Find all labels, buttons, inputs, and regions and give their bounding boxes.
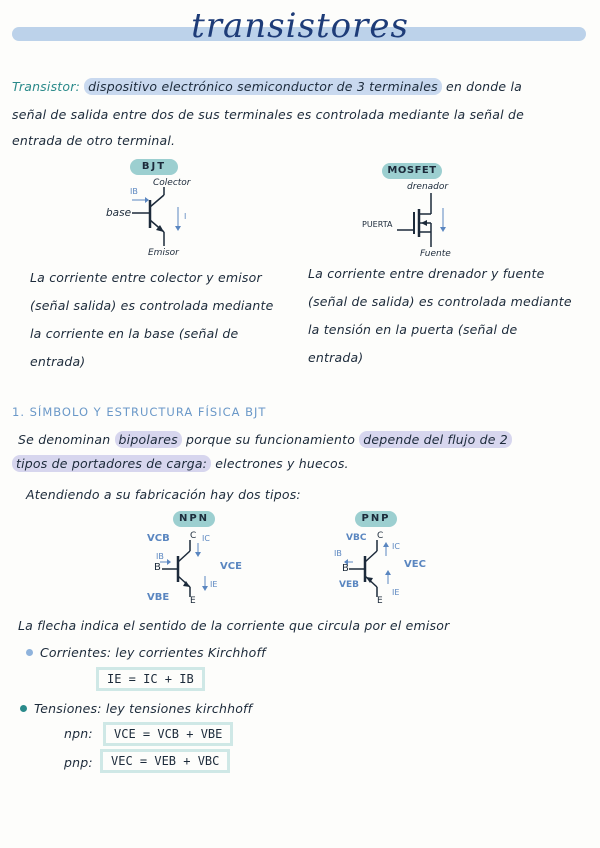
pnp-vec: VEC [404,559,426,570]
s1-line2-rest: electrones y huecos. [215,456,349,471]
currents-label: Corrientes: ley corrientes Kirchhoff [40,645,266,660]
npn-eq-label: npn: [64,726,93,741]
arrow-note: La flecha indica el sentido de la corriente que circula por el emisor [18,618,450,633]
pnp-eq-label: pnp: [64,755,93,770]
npn-vcb: VCB [147,533,170,544]
mosfet-desc-line: la tensión en la puerta (señal de [308,322,518,337]
mosfet-drain-label: drenador [407,182,449,192]
voltages-label: Tensiones: ley tensiones kirchhoff [34,701,253,716]
mosfet-desc-line: (señal de salida) es controlada mediante [308,294,572,309]
bullet-icon [26,649,33,656]
pnp-b: B [342,563,349,574]
section1-line-3: Atendiendo a su fabricación hay dos tipos: [26,487,301,502]
bullet-icon [20,705,27,712]
bjt-emitter-label: Emisor [148,248,179,258]
mosfet-source-label: Fuente [420,249,451,259]
pnp-vbc: VBC [346,533,367,543]
npn-vce: VCE [220,561,242,572]
pnp-ib: IB [334,549,342,558]
npn-b: B [154,562,161,573]
pnp-ic: IC [392,542,400,551]
bjt-label: BJT [130,159,178,175]
intro-line1-rest: en donde la [446,79,523,94]
currents-formula: IE = IC + IB [96,667,205,691]
s1-highlight-bipolares: bipolares [115,431,182,448]
bjt-i-label: I [184,212,187,221]
npn-label: NPN [173,511,215,527]
npn-e: E [190,596,196,606]
npn-vbe: VBE [147,592,170,603]
pnp-label: PNP [355,511,397,527]
pnp-ie: IE [392,588,400,597]
npn-voltage-formula: VCE = VCB + VBE [103,722,233,746]
pnp-c: C [377,531,384,541]
npn-ie: IE [210,580,218,589]
s1-text-b: porque su funcionamiento [186,432,356,447]
intro-term: Transistor: [12,79,80,94]
mosfet-desc-line: entrada) [308,350,364,365]
page-title: transistores [191,6,409,46]
bjt-desc-line: (señal salida) es controlada mediante [30,298,274,313]
bjt-collector-label: Colector [153,178,191,188]
mosfet-label: MOSFET [382,163,442,179]
npn-ib: IB [156,552,164,561]
mosfet-desc-line: La corriente entre drenador y fuente [308,266,545,281]
npn-c: C [190,531,197,541]
bjt-ib-label: IB [130,187,138,196]
bjt-desc-line: la corriente en la base (señal de [30,326,239,341]
pnp-veb: VEB [339,580,359,590]
s1-highlight-flujo: depende del flujo de 2 [359,431,512,448]
mosfet-gate-label: PUERTA [362,220,393,229]
section-1-title: 1. SÍMBOLO Y ESTRUCTURA FÍSICA BJT [12,405,267,419]
npn-ic: IC [202,534,210,543]
pnp-voltage-formula: VEC = VEB + VBC [100,749,230,773]
s1-highlight-portadores: tipos de portadores de carga: [12,455,211,472]
intro-line-2: señal de salida entre dos de sus terminales es controlada mediante la señal de [12,107,525,122]
intro-highlight: dispositivo electrónico semiconductor de 3 terminales [84,78,442,95]
pnp-e: E [377,596,383,606]
bjt-base-label: base [106,207,132,219]
bjt-desc-line: La corriente entre colector y emisor [30,270,262,285]
s1-text-a: Se denominan [18,432,111,447]
bjt-desc-line: entrada) [30,354,86,369]
intro-line-3: entrada de otro terminal. [12,133,176,148]
